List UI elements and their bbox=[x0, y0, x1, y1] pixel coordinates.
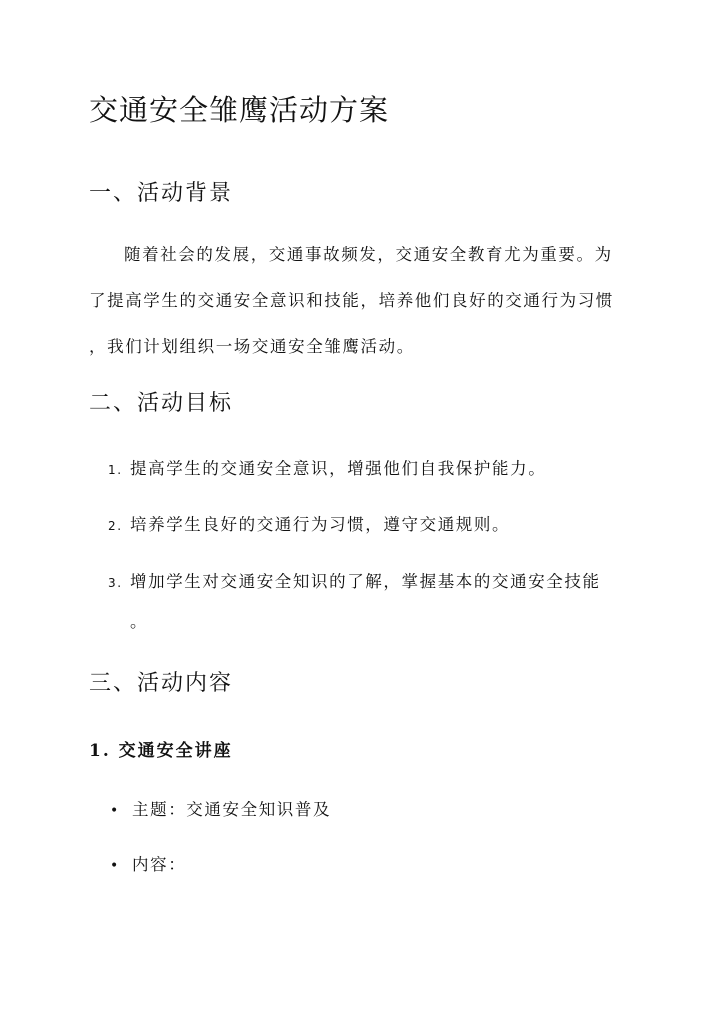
goal-list-item bbox=[108, 455, 546, 479]
list-item-text: 培养学生良好的交通行为习惯，遵守交通规则。 bbox=[130, 515, 511, 534]
list-item-text: 增加学生对交通安全知识的了解，掌握基本的交通安全技能 bbox=[130, 572, 601, 591]
goal-list-item bbox=[108, 568, 601, 592]
goal-list-item bbox=[108, 511, 510, 535]
background-paragraph bbox=[89, 232, 634, 370]
list-number: 1. bbox=[108, 463, 123, 477]
section-heading-background: 一、活动背景 bbox=[89, 181, 234, 206]
list-number: 3. bbox=[108, 576, 123, 590]
list-item-continuation: 。 bbox=[130, 612, 147, 631]
list-number: 2. bbox=[108, 519, 123, 533]
document-title: 交通安全雏鹰活动方案 bbox=[89, 93, 390, 127]
paragraph-line: 了提高学生的交通安全意识和技能，培养他们良好的交通行为习惯 bbox=[89, 291, 614, 310]
list-item-text: 提高学生的交通安全意识，增强他们自我保护能力。 bbox=[130, 459, 547, 478]
bullet-icon: • bbox=[110, 803, 120, 819]
paragraph-line: 随着社会的发展，交通事故频发，交通安全教育尤为重要。为 bbox=[124, 245, 613, 264]
paragraph-line: ，我们计划组织一场交通安全雏鹰活动。 bbox=[89, 337, 415, 356]
subsection-heading-lecture: 1. 交通安全讲座 bbox=[89, 741, 233, 761]
section-heading-goals: 二、活动目标 bbox=[89, 391, 234, 416]
bullet-list-item bbox=[110, 851, 186, 875]
bullet-text: 主题：交通安全知识普及 bbox=[132, 800, 332, 819]
section-heading-content: 三、活动内容 bbox=[89, 671, 234, 696]
bullet-icon: • bbox=[110, 858, 120, 874]
bullet-list-item bbox=[110, 796, 331, 820]
bullet-text: 内容： bbox=[132, 855, 187, 874]
